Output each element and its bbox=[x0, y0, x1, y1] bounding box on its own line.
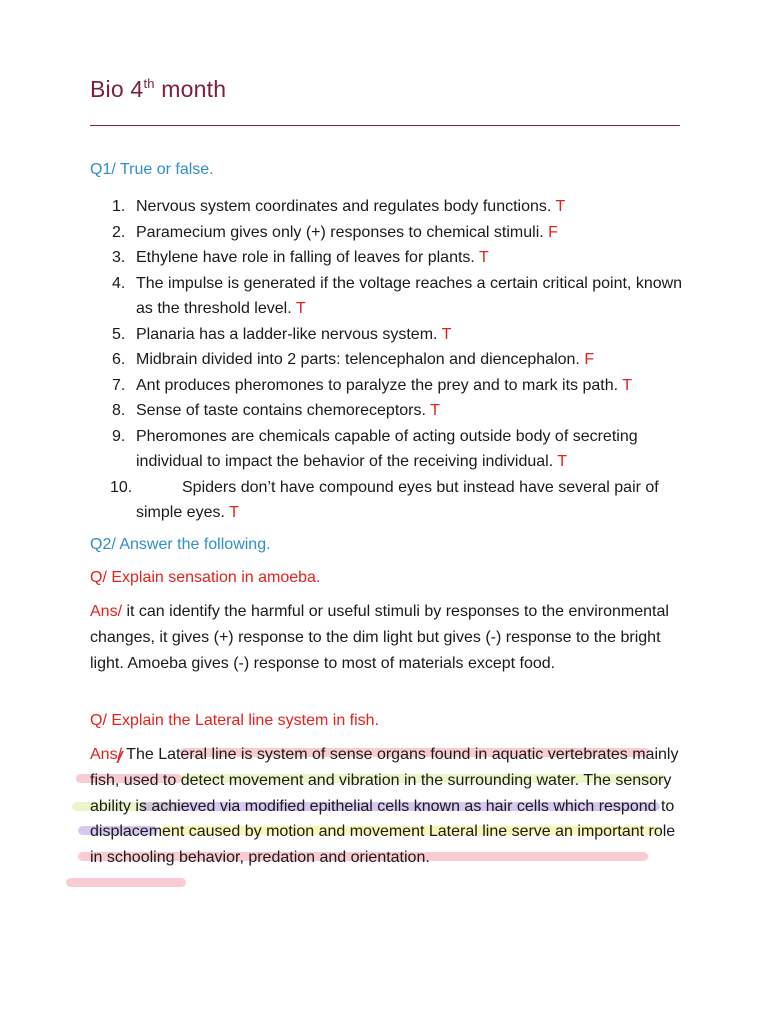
title-divider bbox=[90, 125, 680, 126]
list-item: 6. Midbrain divided into 2 parts: telencephalon and diencephalon. F bbox=[112, 351, 595, 368]
answer-mark: T bbox=[229, 504, 239, 521]
document-title bbox=[90, 76, 226, 103]
answer-label: Ans/ bbox=[90, 746, 123, 763]
answer-mark: T bbox=[430, 402, 440, 419]
answer-mark: T bbox=[479, 249, 489, 266]
list-item: 9. Pheromones are chemicals capable of acting outside body of secreting individual to impact the behavior of the receiving individual. T bbox=[112, 427, 638, 470]
list-item: 4. The impulse is generated if the voltage reaches a certain critical point, known as the threshold level. T bbox=[112, 274, 683, 317]
list-item: 8. Sense of taste contains chemoreceptors. T bbox=[112, 402, 440, 419]
title-text-rest: month bbox=[154, 76, 227, 102]
answer-label: Ans/ bbox=[90, 603, 123, 620]
answer-mark: T bbox=[557, 453, 568, 470]
answer-mark: F bbox=[584, 351, 595, 368]
list-item: 5. Planaria has a ladder-like nervous system. T bbox=[112, 325, 452, 343]
list-item: 2. Paramecium gives only (+) responses to chemical stimuli. F bbox=[112, 223, 558, 241]
answer-mark: T bbox=[441, 325, 452, 343]
answer-amoeba: Ans/ it can identify the harmful or useful stimuli by responses to the environmental changes, it gives (+) response to the dim light but gives (-) response to the bright light. Amoeba gives (-) response to most of materials except food. bbox=[90, 603, 669, 672]
q1-heading: Q1/ True or false. bbox=[90, 161, 214, 178]
title-superscript: th bbox=[143, 76, 155, 91]
true-false-list bbox=[90, 194, 690, 526]
highlight-stroke bbox=[66, 878, 186, 887]
question-lateral-line: Q/ Explain the Lateral line system in fish. bbox=[90, 712, 380, 729]
q2-heading: Q2/ Answer the following. bbox=[90, 536, 271, 553]
list-item: 7. Ant produces pheromones to paralyze the prey and to mark its path. T bbox=[112, 376, 632, 394]
title-text: Bio 4 bbox=[90, 76, 144, 102]
list-item: 10. Spiders don’t have compound eyes but instead have several pair of simple eyes. T bbox=[110, 478, 659, 521]
question-amoeba: Q/ Explain sensation in amoeba. bbox=[90, 569, 321, 586]
answer-mark: T bbox=[295, 300, 306, 317]
answer-mark: F bbox=[548, 223, 558, 241]
answer-mark: T bbox=[622, 376, 632, 394]
answer-mark: T bbox=[555, 198, 566, 215]
answer-lateral-line: Ans/ The Lateral line is system of sense organs found in aquatic vertebrates mainly fish, used to detect movement and vibration in the surrounding water. The sensory ability is achieved via modified epithelial cells known as hair cells which respond to displacement caused by motion and movement Lateral line serve an important role in schooling behavior, predation and orientation. bbox=[90, 746, 679, 867]
list-item: 1. Nervous system coordinates and regulates body functions. T bbox=[112, 198, 566, 215]
list-item: 3. Ethylene have role in falling of leaves for plants. T bbox=[112, 249, 489, 266]
